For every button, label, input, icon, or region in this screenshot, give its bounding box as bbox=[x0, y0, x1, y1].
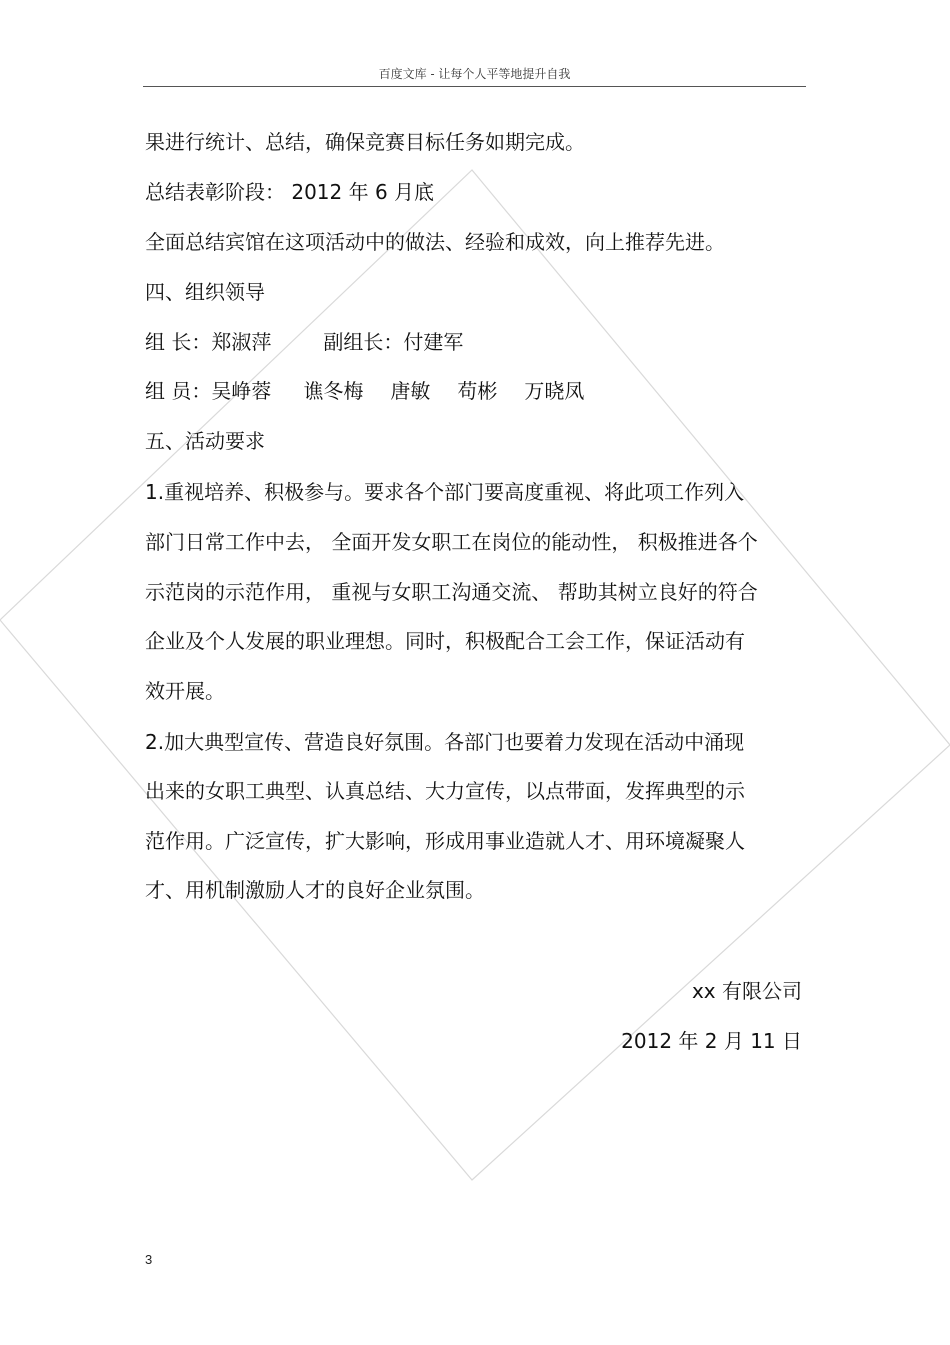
paragraph-line: 效开展。 bbox=[145, 679, 225, 703]
paragraph-line: 范作用。广泛宣传，扩大影响，形成用事业造就人才、用环境凝聚人 bbox=[145, 829, 745, 853]
leader-name: 郑淑萍 bbox=[211, 330, 272, 354]
paragraph-line: 出来的女职工典型、认真总结、大力宣传，以点带面，发挥典型的示 bbox=[145, 779, 745, 803]
paragraph-line: 果进行统计、总结，确保竞赛目标任务如期完成。 bbox=[145, 130, 585, 154]
paragraph-line: 示范岗的示范作用， 重视与女职工沟通交流、 帮助其树立良好的符合 bbox=[145, 580, 758, 604]
page-number: 3 bbox=[145, 1252, 153, 1267]
paragraph-line: 才、用机制激励人才的良好企业氛围。 bbox=[145, 878, 485, 902]
member-name: 唐敏 bbox=[390, 379, 431, 403]
paragraph-line: 部门日常工作中去， 全面开发女职工在岗位的能动性， 积极推进各个 bbox=[145, 530, 758, 554]
leaders-line bbox=[145, 329, 463, 355]
header-rule bbox=[143, 86, 806, 87]
paragraph-line: 全面总结宾馆在这项活动中的做法、经验和成效，向上推荐先进。 bbox=[145, 230, 725, 254]
member-name: 谯冬梅 bbox=[303, 379, 364, 403]
signature-company: xx 有限公司 bbox=[691, 979, 802, 1003]
leader-label: 组 长： bbox=[145, 330, 212, 354]
member-name: 吴峥蓉 bbox=[211, 379, 272, 403]
members-line bbox=[145, 378, 584, 404]
deputy-label: 副组长： bbox=[323, 330, 404, 354]
signature-date: 2012 年 2 月 11 日 bbox=[621, 1029, 802, 1053]
page-header: 百度文库 - 让每个人平等地提升自我 bbox=[378, 67, 571, 81]
section-heading: 五、活动要求 bbox=[145, 429, 265, 453]
paragraph-line: 企业及个人发展的职业理想。同时，积极配合工会工作，保证活动有 bbox=[145, 629, 745, 653]
section-heading: 四、组织领导 bbox=[145, 280, 265, 304]
deputy-name: 付建军 bbox=[403, 330, 464, 354]
paragraph-line: 1.重视培养、积极参与。要求各个部门要高度重视、将此项工作列入 bbox=[145, 480, 745, 504]
paragraph-line: 总结表彰阶段： 2012 年 6 月底 bbox=[145, 180, 435, 204]
member-name: 万晓凤 bbox=[524, 379, 585, 403]
member-name: 苟彬 bbox=[457, 379, 498, 403]
paragraph-line: 2.加大典型宣传、营造良好氛围。各部门也要着力发现在活动中涌现 bbox=[145, 730, 745, 754]
members-label: 组 员： bbox=[145, 379, 212, 403]
